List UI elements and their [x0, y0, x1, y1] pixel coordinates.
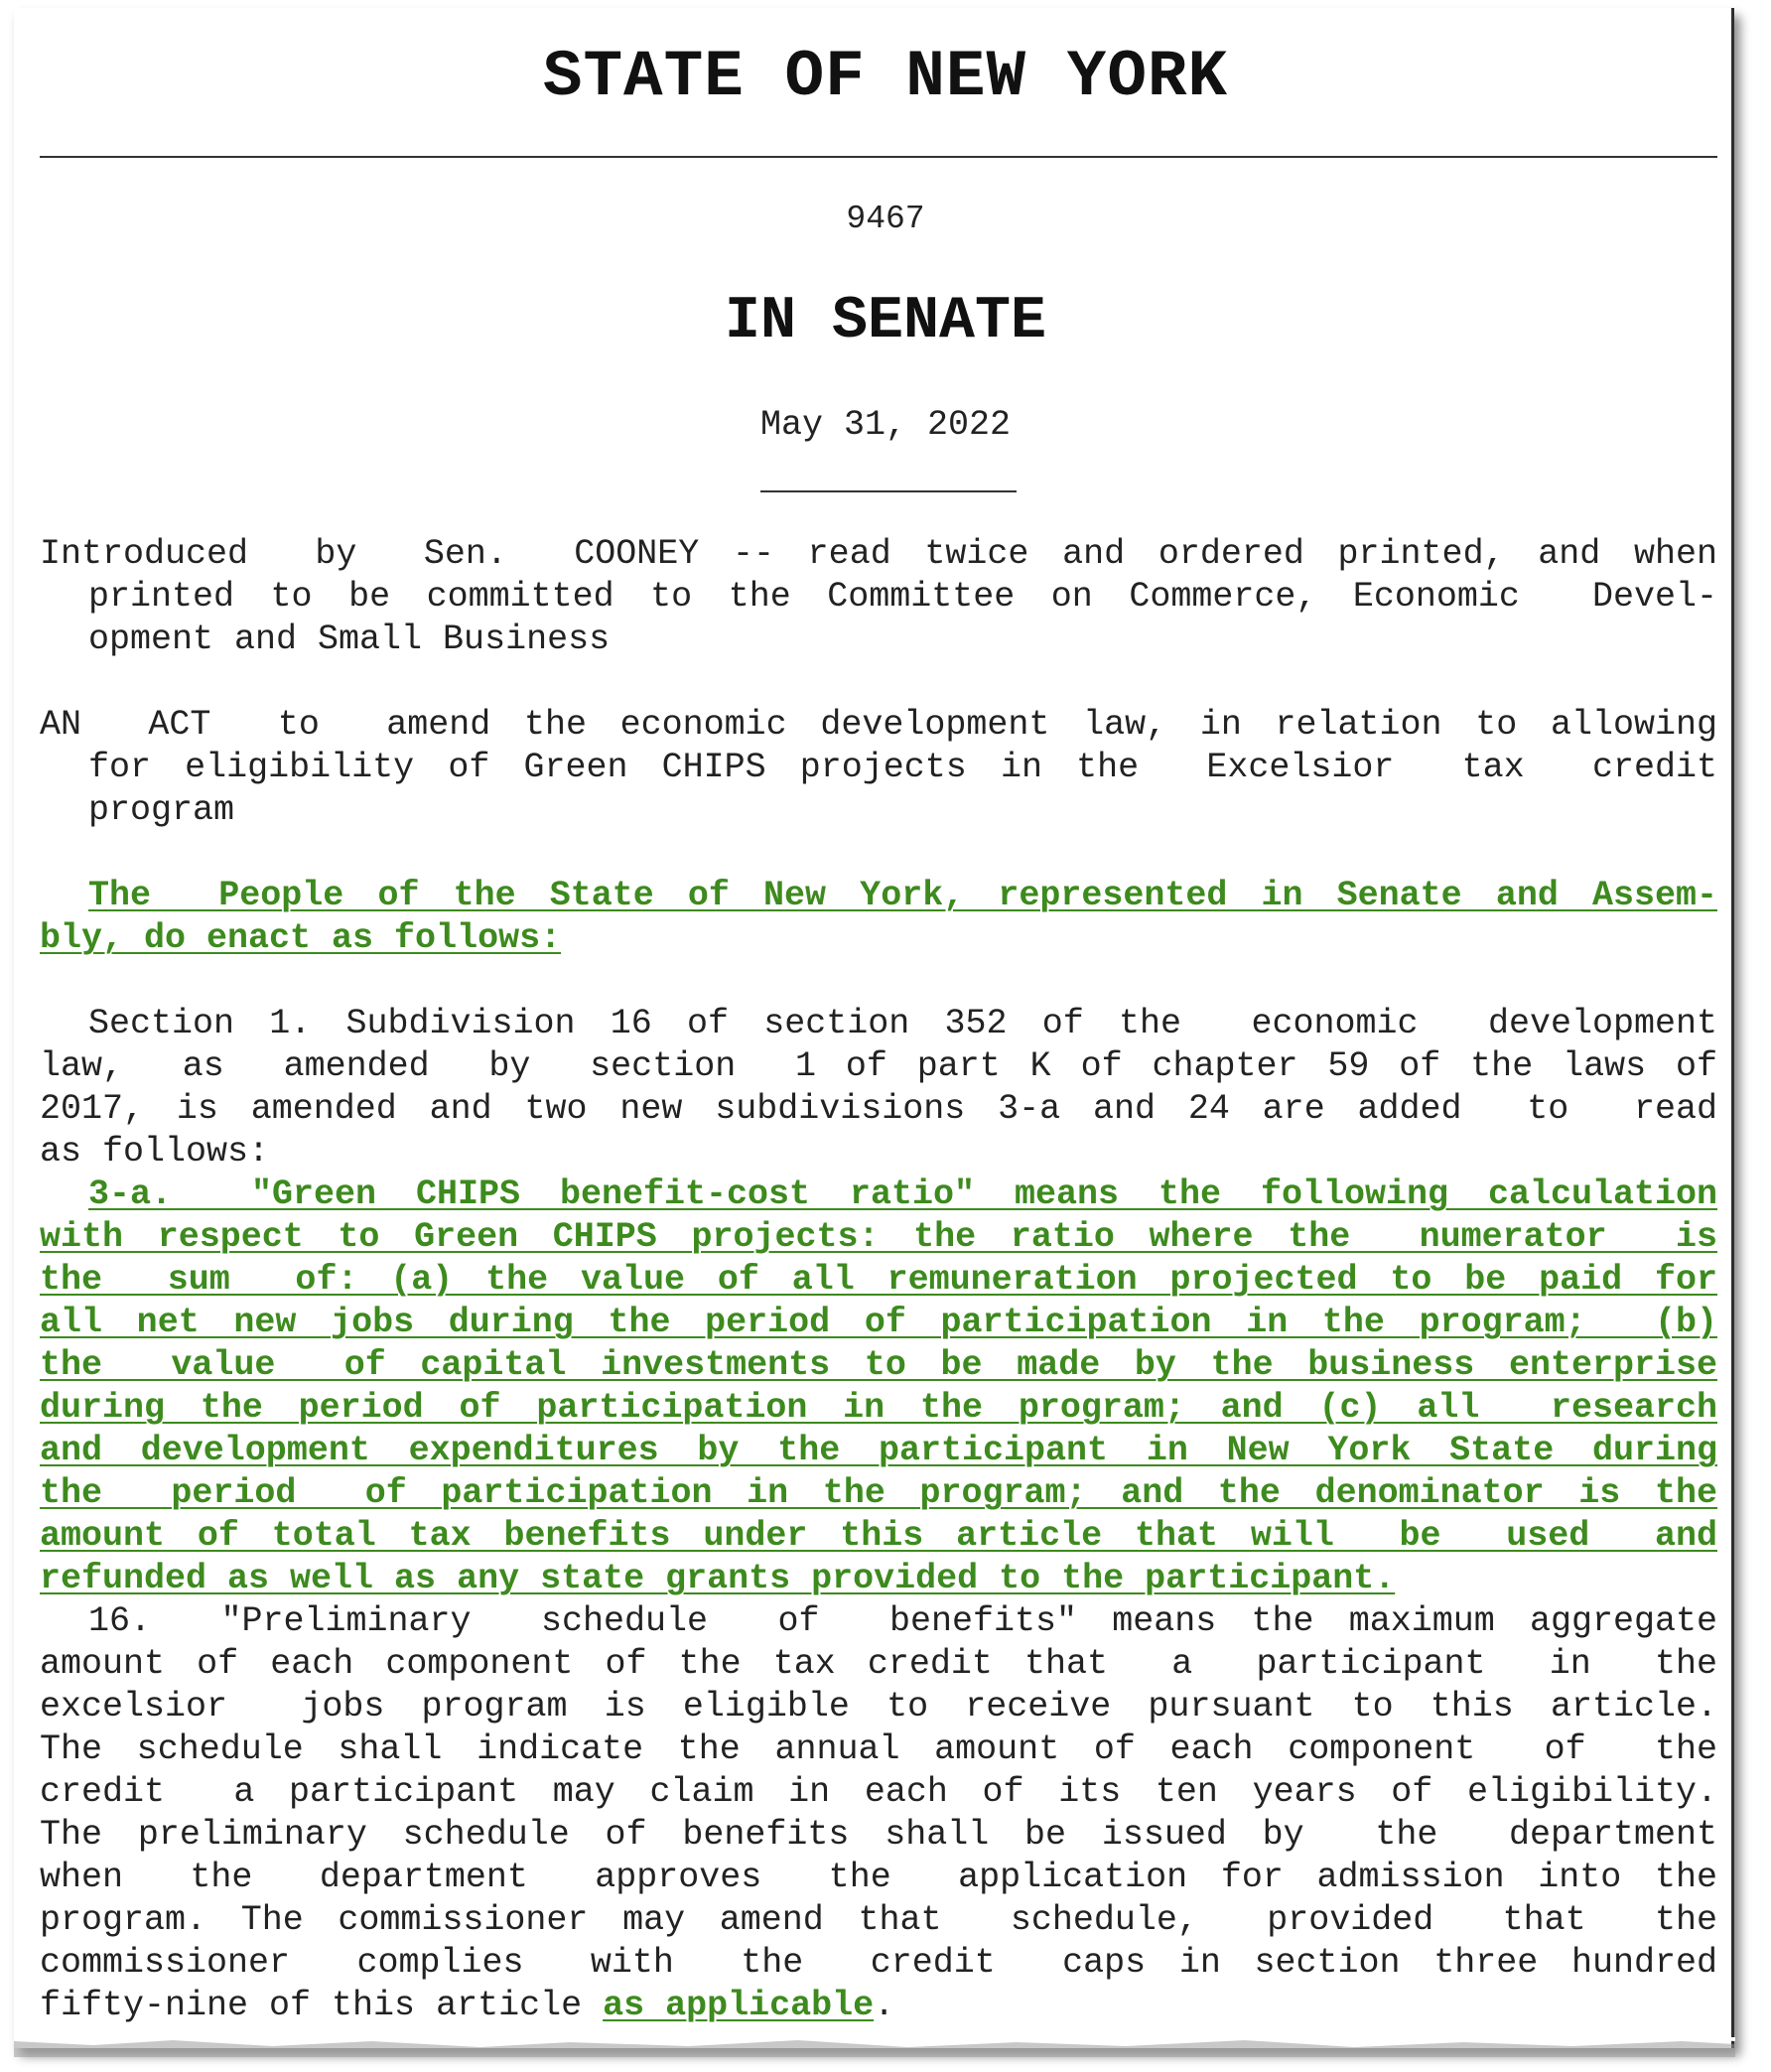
- section-line: 2017, is amended and two new subdivisions 3-a and 24 are added to read: [40, 1089, 1717, 1129]
- act-title-line: program: [88, 790, 235, 830]
- bill-number: 9467: [846, 201, 925, 237]
- subdivision-16-line: The schedule shall indicate the annual amount of each component of the: [40, 1729, 1717, 1769]
- new-subdivision-line: the period of participation in the program; and the denominator is the: [40, 1473, 1717, 1513]
- date-rule: [760, 490, 1017, 492]
- act-title-line: for eligibility of Green CHIPS projects in the Excelsior tax credit: [88, 748, 1717, 787]
- torn-edge: [14, 2037, 1735, 2057]
- new-subdivision-line: 3-a. "Green CHIPS benefit-cost ratio" means the following calculation: [88, 1174, 1717, 1214]
- new-subdivision-line: refunded as well as any state grants provided to the participant.: [40, 1559, 1396, 1598]
- new-subdivision-line: and development expenditures by the participant in New York State during: [40, 1431, 1717, 1470]
- section-line: law, as amended by section 1 of part K of chapter 59 of the laws of: [40, 1046, 1717, 1086]
- subdivision-16-line: commissioner complies with the credit caps in section three hundred: [40, 1943, 1717, 1983]
- enacting-clause-line: bly, do enact as follows:: [40, 918, 562, 958]
- section-line: as follows:: [40, 1132, 270, 1172]
- state-heading: STATE OF NEW YORK: [542, 40, 1229, 114]
- bill-date: May 31, 2022: [759, 405, 1012, 445]
- section-line: Section 1. Subdivision 16 of section 352 of the economic development: [88, 1004, 1717, 1043]
- introduced-line: printed to be committed to the Committee on Commerce, Economic Devel-: [88, 577, 1717, 617]
- subdivision-16-line: credit a participant may claim in each of its ten years of eligibility.: [40, 1772, 1717, 1812]
- enacting-clause-line: The People of the State of New York, represented in Senate and Assem-: [88, 876, 1717, 915]
- final-period: .: [874, 1986, 895, 2025]
- new-subdivision-line: amount of total tax benefits under this article that will be used and: [40, 1516, 1717, 1556]
- subdivision-16-line: The preliminary schedule of benefits shall be issued by the department: [40, 1815, 1717, 1855]
- new-subdivision-line: the sum of: (a) the value of all remuneration projected to be paid for: [40, 1260, 1717, 1300]
- new-subdivision-line: during the period of participation in the program; and (c) all research: [40, 1388, 1717, 1428]
- subdivision-16-line: when the department approves the application for admission into the: [40, 1858, 1717, 1897]
- subdivision-16-line: excelsior jobs program is eligible to receive pursuant to this article.: [40, 1687, 1717, 1727]
- introduced-line: Introduced by Sen. COONEY -- read twice and ordered printed, and when: [40, 534, 1717, 574]
- subdivision-16-last-line: [40, 1985, 1717, 2027]
- added-phrase: as applicable: [603, 1986, 875, 2025]
- chamber-heading: IN SENATE: [724, 288, 1047, 355]
- new-subdivision-line: with respect to Green CHIPS projects: the ratio where the numerator is: [40, 1217, 1717, 1257]
- act-title-line: AN ACT to amend the economic development law, in relation to allowing: [40, 705, 1717, 745]
- subdivision-16-line: program. The commissioner may amend that schedule, provided that the: [40, 1900, 1717, 1940]
- subdivision-16-line: 16. "Preliminary schedule of benefits" means the maximum aggregate: [88, 1601, 1717, 1641]
- introduced-line: opment and Small Business: [88, 620, 611, 659]
- new-subdivision-line: all net new jobs during the period of participation in the program; (b): [40, 1303, 1717, 1342]
- new-subdivision-line: the value of capital investments to be made by the business enterprise: [40, 1345, 1717, 1385]
- subdivision-16-text: fifty-nine of this article: [40, 1986, 604, 2025]
- subdivision-16-line: amount of each component of the tax credit that a participant in the: [40, 1644, 1717, 1684]
- header-rule: [40, 156, 1717, 158]
